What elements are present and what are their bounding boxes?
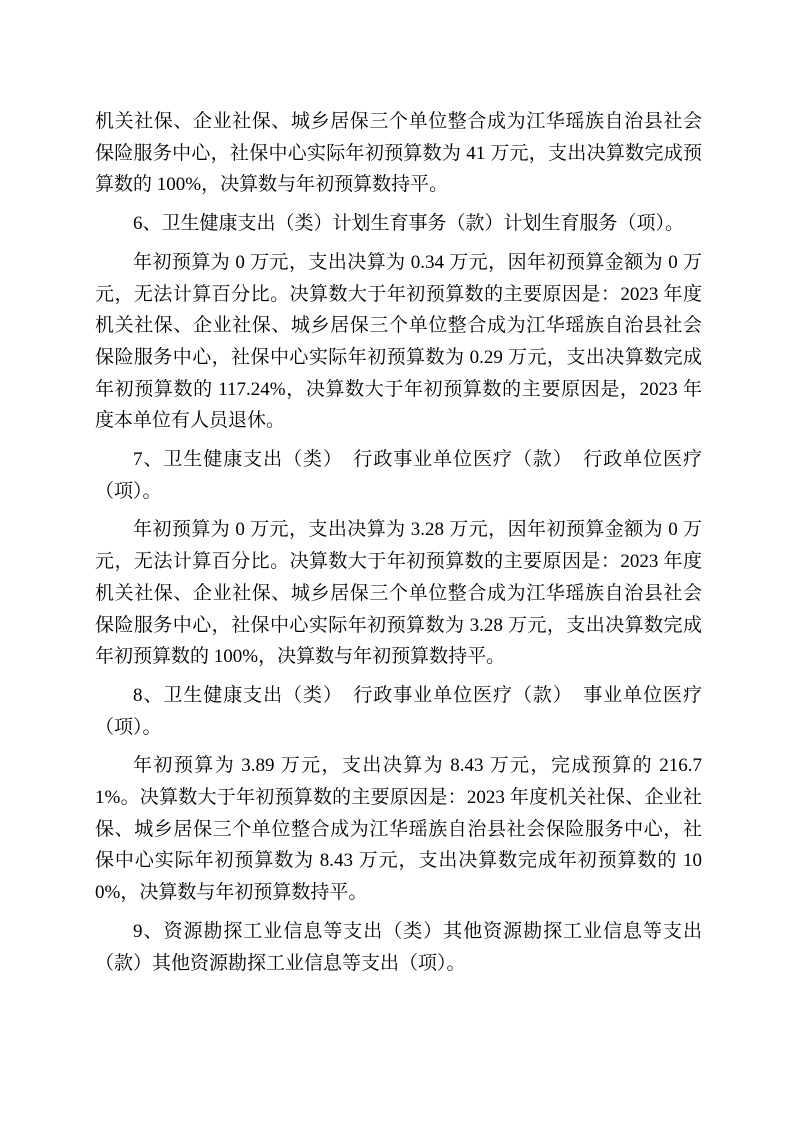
paragraph-heading-item9: 9、资源勘探工业信息等支出（类）其他资源勘探工业信息等支出（款）其他资源勘探工业信息等支出（项）。: [95, 920, 702, 974]
paragraph-body-item6: 年初预算为 0 万元，支出决算为 0.34 万元，因年初预算金额为 0 万元，无法计算百分比。决算数大于年初预算数的主要原因是：2023 年度机关社保、企业社保、城乡居保三个单位整合成为江华瑶族自治县社会保险服务中心，社保中心实际年初预算数为 0.29 万元，支出决算数完成年初预算数的 117.24%，决算数大于年初预算数的主要原因是，2023 年度本单位有人员退休。: [95, 251, 702, 432]
paragraph-body-item7: 年初预算为 0 万元，支出决算为 3.28 万元，因年初预算金额为 0 万元，无法计算百分比。决算数大于年初预算数的主要原因是：2023 年度机关社保、企业社保、城乡居保三个单位整合成为江华瑶族自治县社会保险服务中心，社保中心实际年初预算数为 3.28 万元，支出决算数完成年初预算数的 100%，决算数与年初预算数持平。: [95, 519, 702, 668]
paragraph-continuation-item5: 机关社保、企业社保、城乡居保三个单位整合成为江华瑶族自治县社会保险服务中心，社保中心实际年初预算数为 41 万元，支出决算数完成预算数的 100%，决算数与年初预算数持平。: [95, 111, 702, 196]
paragraph-heading-item8: 8、卫生健康支出（类） 行政事业单位医疗（款） 事业单位医疗（项）。: [95, 684, 702, 738]
paragraph-body-item8: 年初预算为 3.89 万元，支出决算为 8.43 万元，完成预算的 216.71%。决算数大于年初预算数的主要原因是：2023 年度机关社保、企业社保、城乡居保三个单位整合成为江华瑶族自治县社会保险服务中心，社保中心实际年初预算数为 8.43 万元，支出决算数完成年初预算数的 100%，决算数与年初预算数持平。: [95, 755, 702, 904]
paragraph-heading-item7: 7、卫生健康支出（类） 行政事业单位医疗（款） 行政单位医疗（项）。: [95, 449, 702, 502]
paragraph-heading-item6: 6、卫生健康支出（类）计划生育事务（款）计划生育服务（项）。: [133, 213, 685, 235]
